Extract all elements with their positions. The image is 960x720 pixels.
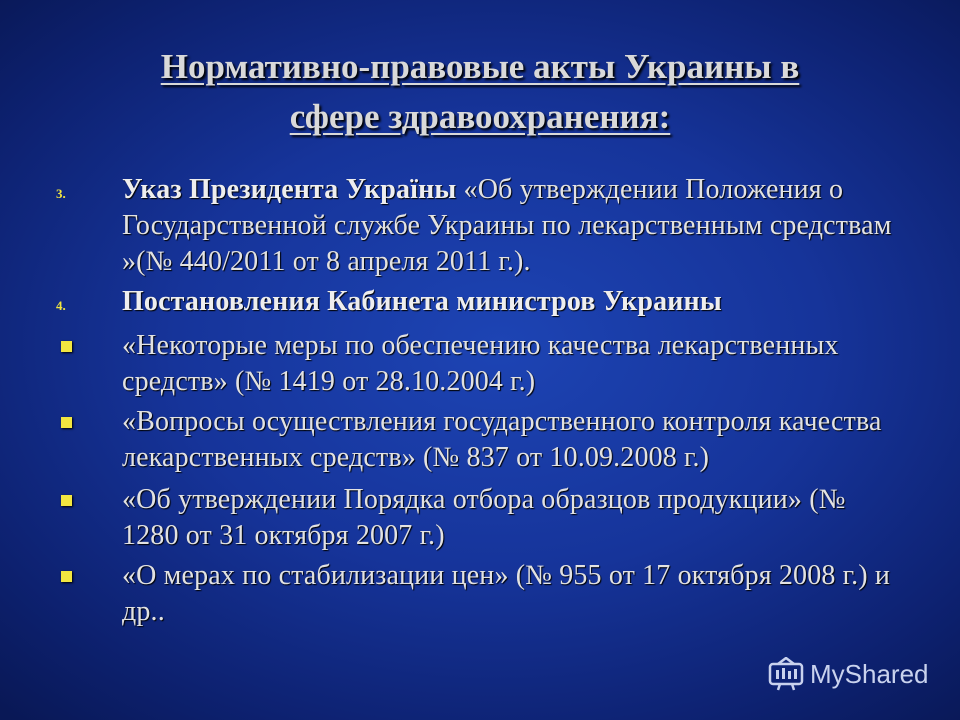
watermark-text: MyShared: [810, 658, 929, 689]
title-line-2: сфере здравоохранения:: [289, 97, 671, 136]
item-number: 4.: [56, 298, 66, 313]
bullet-square-icon: [61, 417, 72, 428]
item-text: «Некоторые меры по обеспечению качества лекарственных средств» (№ 1419 от 28.10.2004 г.): [122, 330, 839, 397]
bullet-square-icon: [61, 341, 72, 352]
item-text: «Вопросы осуществления государственного контроля качества лекарственных средств» (№ 837 от 10.09.2008 г.): [122, 406, 882, 473]
item-text: «Об утверждении Порядка отбора образцов продукции» (№ 1280 от 31 октября 2007 г.): [122, 484, 846, 551]
slide-title: [60, 42, 900, 142]
bullet-square-icon: [61, 495, 72, 506]
watermark: [768, 656, 929, 692]
item-text: [122, 284, 907, 320]
bullet-square-icon: [61, 571, 72, 582]
item-bold-text: Указ Президента Україны: [122, 174, 457, 205]
item-text: Указ Президента Україны «Об утверждении Положения о Государственной службе Украины по лекарственным средствам »(№ 440/2011 от 8 апреля 2011 г.).: [122, 174, 892, 277]
title-line-1: Нормативно-правовые акты Украины в: [160, 47, 800, 86]
myshared-logo-icon: [768, 657, 804, 691]
item-text: «О мерах по стабилизации цен» (№ 955 от 17 октября 2008 г.) и др..: [122, 560, 891, 627]
item-number: 3.: [56, 186, 66, 201]
item-bold-text: Постановления Кабинета министров Украины: [122, 286, 722, 317]
